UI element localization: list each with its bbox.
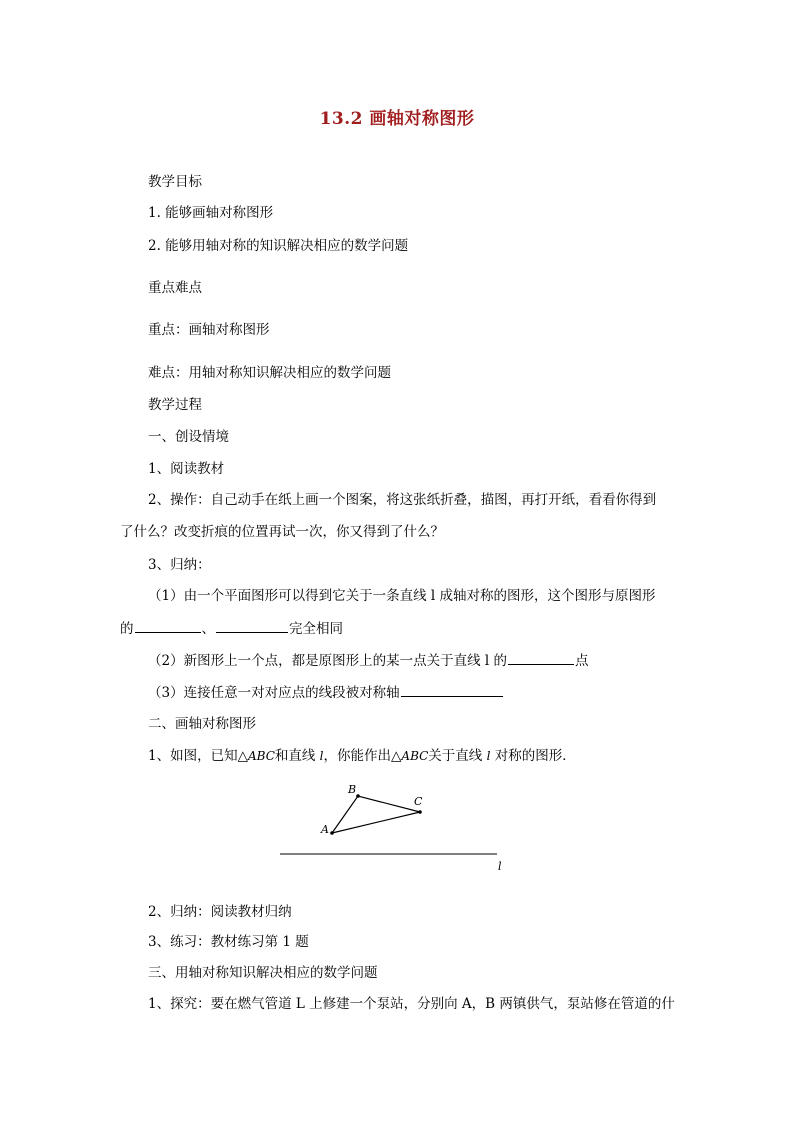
key-point: 重点：画轴对称图形 (148, 322, 270, 338)
triangle-abc (332, 796, 420, 833)
point-b (356, 794, 360, 798)
fill-blank-2[interactable] (216, 618, 288, 633)
part3-item1: 1、探究：要在燃气管道 L 上修建一个泵站，分别向 A，B 两镇供气，泵站修在管道的什 (148, 996, 675, 1012)
part1-heading: 一、创设情境 (148, 429, 229, 445)
sub1-text-b: 完全相同 (289, 621, 343, 637)
triangle-figure (270, 778, 520, 878)
label-c: C (414, 795, 423, 808)
p2-item1-text-e: 对称的图形． (490, 748, 576, 764)
part3-heading: 三、用轴对称知识解决相应的数学问题 (148, 965, 378, 981)
part1-sub1-line1: （1）由一个平面图形可以得到它关于一条直线 l 成轴对称的图形，这个图形与原图形 (148, 588, 656, 604)
label-a: A (321, 823, 329, 836)
p2-item1-l-2: l (486, 749, 491, 763)
goal-2: 2. 能够用轴对称的知识解决相应的数学问题 (148, 238, 409, 254)
sub2-text-b: 点 (575, 653, 589, 669)
p2-item1-text-c: ，你能作出△ (323, 748, 402, 764)
part1-item2-line1: 2、操作：自己动手在纸上画一个图案，将这张纸折叠，描图，再打开纸，看看你得到 (148, 492, 657, 508)
p2-item1-abc-1: ABC (247, 749, 275, 763)
triangle-figure-svg (270, 778, 520, 878)
label-l: l (498, 860, 502, 873)
difficulty: 难点：用轴对称知识解决相应的数学问题 (148, 365, 391, 381)
part2-item3: 3、练习：教材练习第 1 题 (148, 934, 309, 950)
point-c (418, 810, 422, 814)
p2-item1-text-a: 1、如图，已知△ (148, 748, 248, 764)
process-heading: 教学过程 (148, 397, 202, 413)
p2-item1-abc-2: ABC (401, 749, 429, 763)
part1-sub3 (148, 682, 504, 703)
p2-item1-text-b: 和直线 (274, 748, 320, 764)
goal-1: 1. 能够画轴对称图形 (148, 205, 274, 221)
part1-item2-line2: 了什么？改变折痕的位置再试一次，你又得到了什么？ (120, 524, 444, 540)
sub2-text-a: （2）新图形上一个点，都是原图形上的某一点关于直线 l 的 (148, 653, 507, 669)
fill-blank-4[interactable] (401, 682, 503, 697)
fill-blank-3[interactable] (508, 650, 574, 665)
point-a (330, 831, 334, 835)
fill-blank-1[interactable] (135, 618, 201, 633)
sub1-text-a: 的 (120, 621, 134, 637)
sub1-separator: 、 (201, 621, 215, 637)
part1-item1: 1、阅读教材 (148, 461, 225, 477)
sub3-text: （3）连接任意一对对应点的线段被对称轴 (148, 685, 400, 701)
part1-sub1-line2 (120, 618, 343, 639)
part2-heading: 二、画轴对称图形 (148, 716, 256, 732)
p2-item1-text-d: 关于直线 (428, 748, 487, 764)
part2-item2: 2、归纳：阅读教材归纳 (148, 904, 292, 920)
part2-item1 (148, 746, 576, 766)
label-b: B (348, 783, 357, 796)
part1-item3: 3、归纳： (148, 557, 211, 573)
p2-item1-l-1: l (319, 749, 324, 763)
part1-sub2 (148, 650, 589, 671)
goals-heading: 教学目标 (148, 174, 202, 190)
page-title: 13.2 画轴对称图形 (319, 109, 475, 129)
key-heading: 重点难点 (148, 280, 202, 296)
